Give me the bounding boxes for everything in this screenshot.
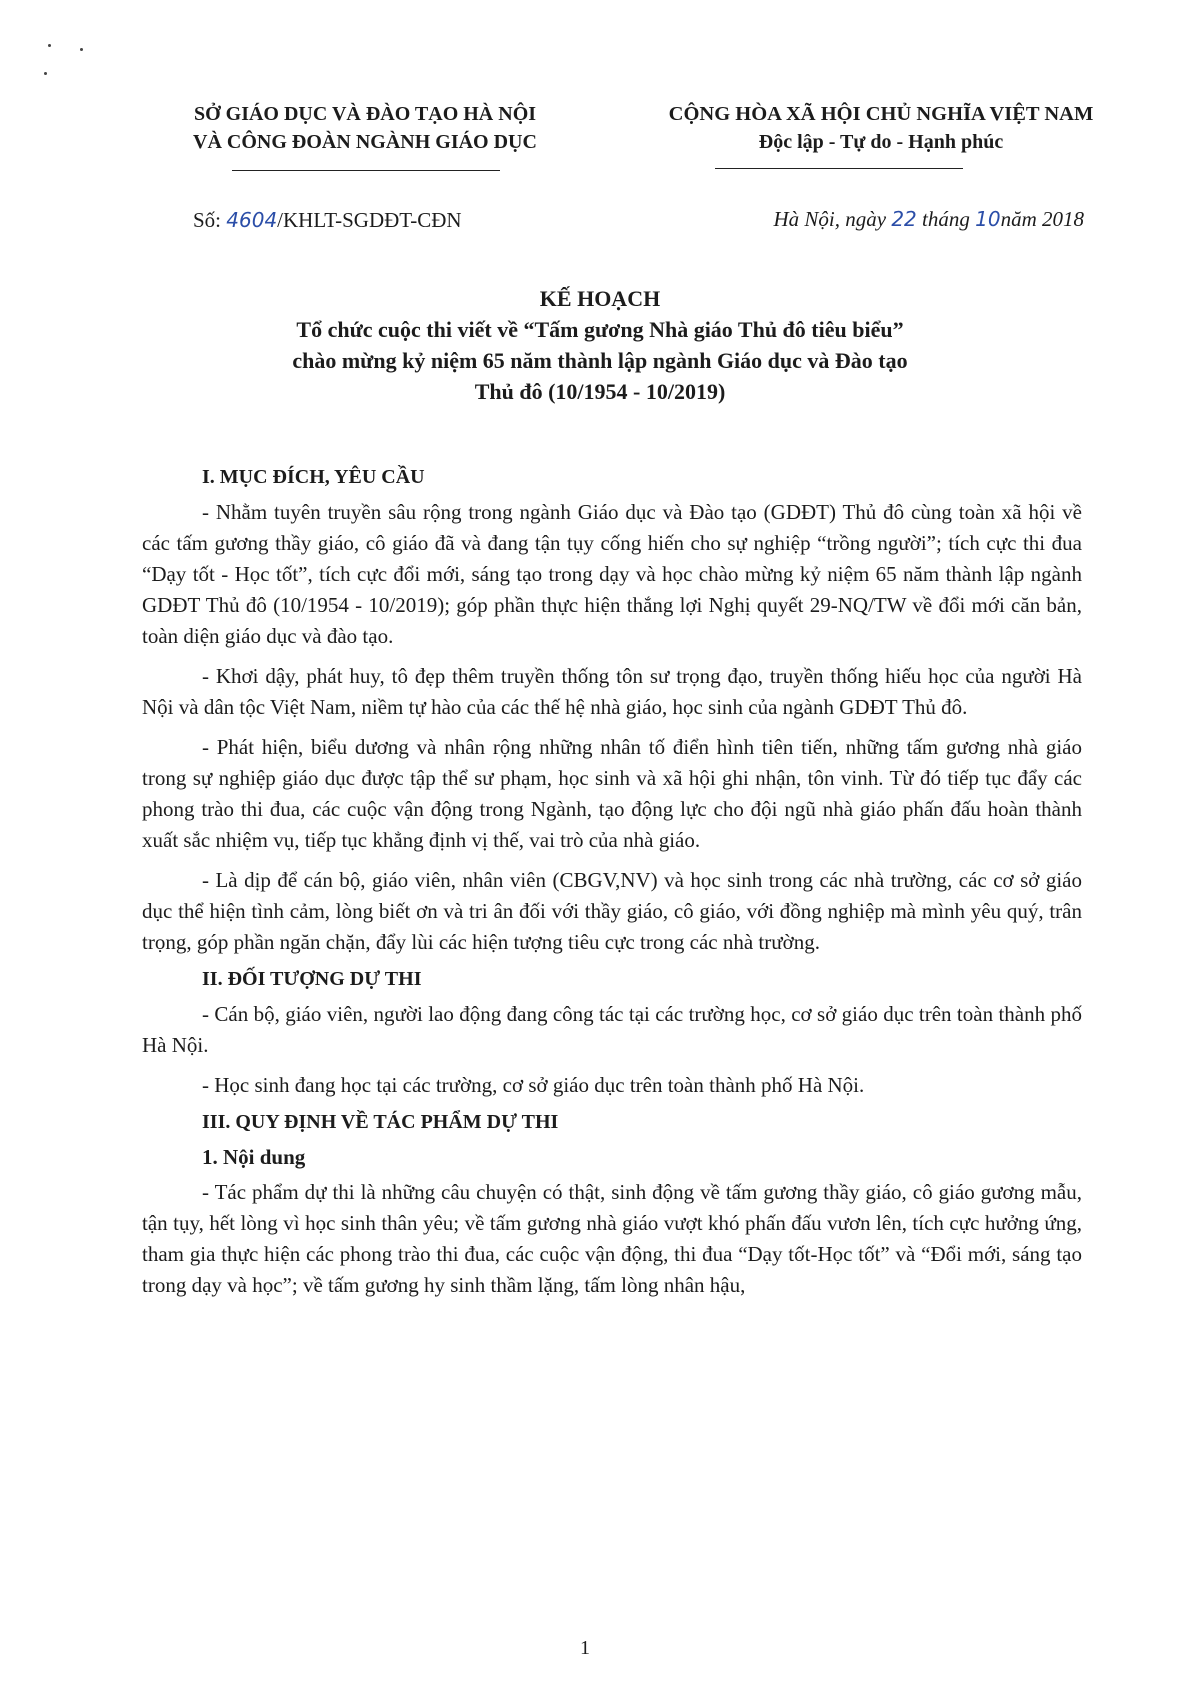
doc-number-prefix: Số: [193,208,227,232]
motto-underline [715,168,963,169]
paragraph: - Phát hiện, biểu dương và nhân rộng những nhân tố điển hình tiên tiến, những tấm gương nhà giáo trong sự nghiệp giáo dục được tập thể sư phạm, học sinh và xã hội ghi nhận, tôn vinh. Từ đó tiếp tục đẩy các phong trào thi đua, các cuộc vận động trong Ngành, tạo động lực cho đội ngũ nhà giáo phấn đấu hoàn thành xuất sắc nhiệm vụ, tiếp tục khẳng định vị thế, vai trò của nhà giáo. [142,735,1082,852]
document-date [774,205,1085,233]
section-heading: II. ĐỐI TƯỢNG DỰ THI [202,968,422,990]
national-title-line1: CỘNG HÒA XÃ HỘI CHỦ NGHĨA VIỆT NAM [668,103,1094,125]
national-title [614,100,1148,156]
doc-number-suffix: /KHLT-SGDĐT-CĐN [277,208,462,232]
date-part3: năm 2018 [1000,207,1084,231]
paragraph: - Cán bộ, giáo viên, người lao động đang công tác tại các trường học, cơ sở giáo dục trên toàn thành phố Hà Nội. [142,1002,1082,1057]
issuing-authority-line2: VÀ CÔNG ĐOÀN NGÀNH GIÁO DỤC [193,131,537,153]
issuing-authority-line1: SỞ GIÁO DỤC VÀ ĐÀO TẠO HÀ NỘI [193,103,537,125]
title-line3: Thủ đô (10/1954 - 10/2019) [474,379,726,404]
paragraph: - Khơi dậy, phát huy, tô đẹp thêm truyền thống tôn sư trọng đạo, truyền thống hiếu học của người Hà Nội và dân tộc Việt Nam, niềm tự hào của các thế hệ nhà giáo, học sinh của ngành GDĐT Thủ đô. [142,664,1082,719]
issuing-authority [118,100,612,156]
date-day-handwritten: 22 [891,207,917,231]
paragraph: - Học sinh đang học tại các trường, cơ sở giáo dục trên toàn thành phố Hà Nội. [202,1073,865,1097]
document-number [193,206,462,234]
national-motto: Độc lập - Tự do - Hạnh phúc [758,131,1004,153]
section-heading: III. QUY ĐỊNH VỀ TÁC PHẨM DỰ THI [202,1111,559,1133]
doc-number-handwritten: 4604 [226,208,278,232]
paragraph: - Nhằm tuyên truyền sâu rộng trong ngành Giáo dục và Đào tạo (GDĐT) Thủ đô cùng toàn xã hội về các tấm gương thầy giáo, cô giáo đã và đang tận tụy cống hiến cho sự nghiệp “trồng người”; tích cực thi đua “Dạy tốt - Học tốt”, tích cực đổi mới, sáng tạo trong dạy và học chào mừng kỷ niệm 65 năm thành lập ngành GDĐT Thủ đô (10/1954 - 10/2019); góp phần thực hiện thắng lợi Nghị quyết 29-NQ/TW về đổi mới căn bản, toàn diện giáo dục và đào tạo. [142,500,1082,648]
title-line2: chào mừng kỷ niệm 65 năm thành lập ngành Giáo dục và Đào tạo [292,348,908,373]
scan-speck [44,72,47,75]
subsection-heading: 1. Nội dung [202,1145,306,1169]
page-number: 1 [580,1637,590,1659]
scan-speck [80,48,83,51]
authority-underline [232,170,500,171]
document-title [120,283,1080,407]
paragraph: - Là dịp để cán bộ, giáo viên, nhân viên (CBGV,NV) và học sinh trong các nhà trường, các cơ sở giáo dục thể hiện tình cảm, lòng biết ơn và tri ân đối với thầy giáo, cô giáo, với đồng nghiệp mà mình yêu quý, trân trọng, góp phần ngăn chặn, đẩy lùi các hiện tượng tiêu cực trong các nhà trường. [142,868,1082,954]
scan-speck [48,44,51,47]
paragraph: - Tác phẩm dự thi là những câu chuyện có thật, sinh động về tấm gương thầy giáo, cô giáo gương mẫu, tận tụy, hết lòng vì học sinh thân yêu; về tấm gương nhà giáo vượt khó phấn đấu vươn lên, tích cực hưởng ứng, tham gia thực hiện các phong trào thi đua, các cuộc vận động, thi đua “Dạy tốt-Học tốt” và “Đổi mới, sáng tạo trong dạy và học”; về tấm gương hy sinh thầm lặng, tấm lòng nhân hậu, [142,1180,1082,1297]
document-body [142,462,1082,1310]
title-line1: Tổ chức cuộc thi viết về “Tấm gương Nhà giáo Thủ đô tiêu biểu” [296,317,904,342]
date-month-handwritten: 10 [975,207,1001,231]
title-heading: KẾ HOẠCH [539,286,661,311]
date-part2: tháng [916,207,976,231]
date-part1: Hà Nội, ngày [773,207,892,231]
section-heading: I. MỤC ĐÍCH, YÊU CẦU [202,466,425,488]
